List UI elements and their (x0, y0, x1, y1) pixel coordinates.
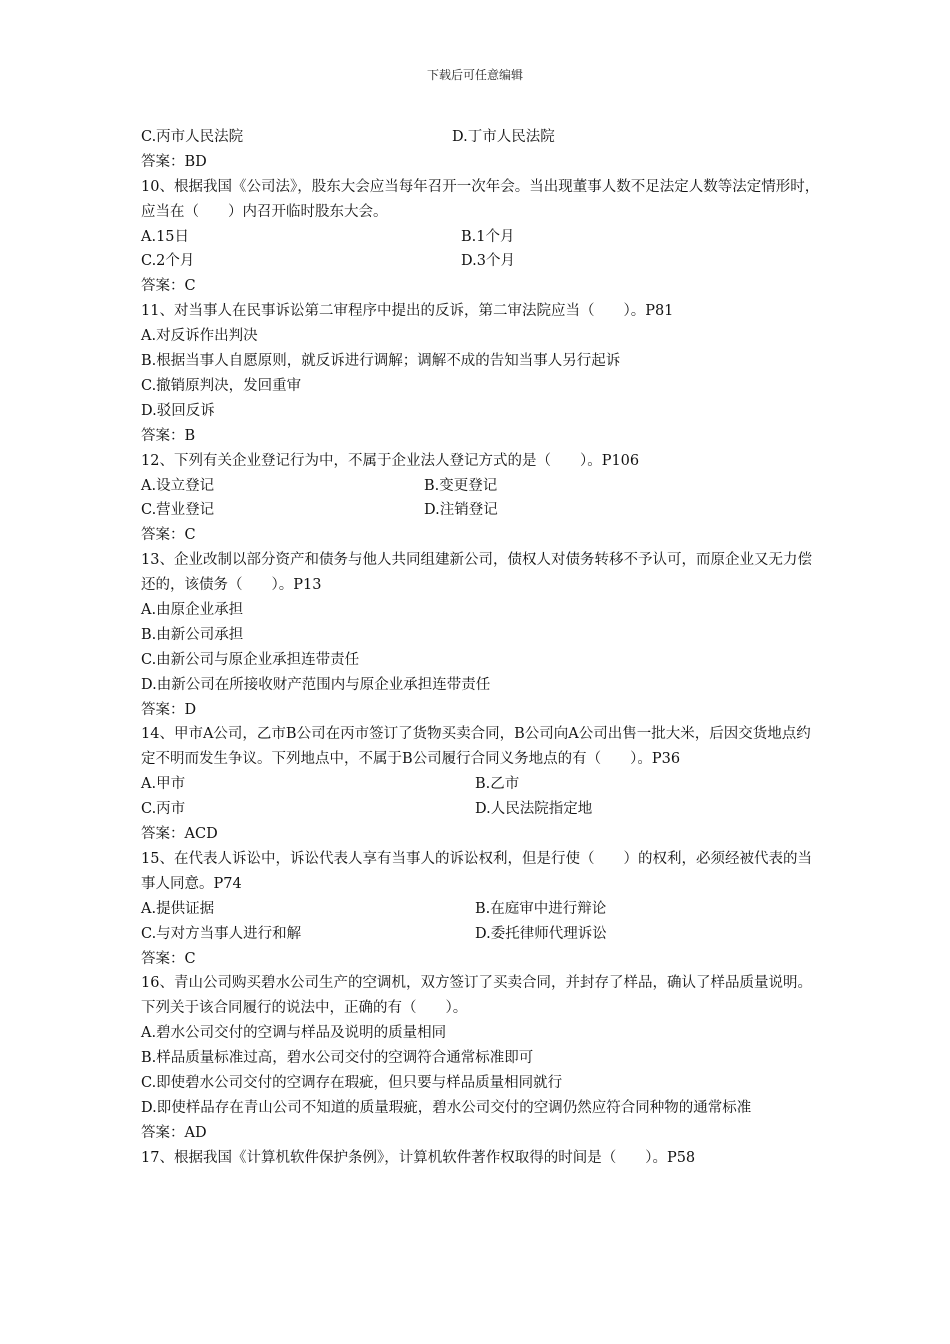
question-stem: 16、青山公司购买碧水公司生产的空调机，双方签订了买卖合同，并封存了样品，确认了样品质量说明。下列关于该合同履行的说法中，正确的有（ ）。 (141, 975, 812, 1017)
question-stem: 15、在代表人诉讼中，诉讼代表人享有当事人的诉讼权利，但是行使（ ）的权利，必须经被代表的当事人同意。P74 (141, 850, 812, 892)
answer: 答案：AD (141, 1124, 207, 1141)
option-a: A.设立登记 (141, 477, 215, 494)
option-b: B.变更登记 (424, 477, 498, 494)
option-c: C.撤销原判决，发回重审 (141, 377, 302, 394)
option-d: D.丁市人民法院 (452, 129, 555, 145)
option-c: C.由新公司与原企业承担连带责任 (141, 651, 360, 668)
answer: 答案：B (141, 427, 196, 444)
option-b: B.样品质量标准过高，碧水公司交付的空调符合通常标准即可 (141, 1050, 534, 1067)
option-d: D.人民法院指定地 (475, 801, 593, 818)
option-d: D.委托律师代理诉讼 (475, 925, 607, 942)
answer: 答案：BD (141, 153, 207, 170)
question-stem: 11、对当事人在民事诉讼第二审程序中提出的反诉，第二审法院应当（ ）。P81 (141, 303, 674, 320)
answer: 答案：C (141, 950, 196, 967)
option-a: A.对反诉作出判决 (141, 328, 258, 345)
option-row (141, 797, 821, 822)
option-row (141, 922, 821, 947)
option-b: B.根据当事人自愿原则，就反诉进行调解；调解不成的告知当事人另行起诉 (141, 353, 621, 370)
option-c: C.即使碧水公司交付的空调存在瑕疵，但只要与样品质量相同就行 (141, 1075, 563, 1091)
question-stem: 13、企业改制以部分资产和债务与他人共同组建新公司，债权人对债务转移不予认可，而原企业又无力偿还的，该债务（ ）。P13 (141, 552, 812, 594)
option-a: A.15日 (141, 228, 190, 245)
document-body (141, 125, 821, 1171)
option-row (141, 249, 821, 274)
option-d: D.由新公司在所接收财产范围内与原企业承担连带责任 (141, 676, 491, 693)
question-stem: 12、下列有关企业登记行为中，不属于企业法人登记方式的是（ ）。P106 (141, 452, 640, 469)
option-b: B.由新公司承担 (141, 626, 244, 643)
option-d: D.即使样品存在青山公司不知道的质量瑕疵，碧水公司交付的空调仍然应符合同种物的通常标准 (141, 1099, 752, 1116)
question-stem: 10、根据我国《公司法》，股东大会应当每年召开一次年会。当出现董事人数不足法定人数等法定情形时，应当在（ ）内召开临时股东大会。 (141, 178, 820, 220)
option-c: C.营业登记 (141, 502, 215, 519)
option-c: C.与对方当事人进行和解 (141, 925, 302, 942)
option-b: B.在庭审中进行辩论 (475, 900, 607, 917)
option-b: B.1个月 (461, 228, 515, 245)
option-row (141, 474, 821, 499)
option-a: A.提供证据 (141, 900, 215, 917)
answer: 答案：D (141, 701, 197, 718)
option-d: D.注销登记 (424, 502, 498, 519)
option-c: C.丙市人民法院 (141, 129, 244, 145)
option-a: A.碧水公司交付的空调与样品及说明的质量相同 (141, 1025, 447, 1042)
option-row (141, 225, 821, 250)
page-header: 下载后可任意编辑 (426, 68, 523, 82)
answer: 答案：ACD (141, 826, 218, 843)
option-c: C.丙市 (141, 801, 186, 818)
question-stem: 14、甲市A公司，乙市B公司在丙市签订了货物买卖合同，B公司向A公司出售一批大米，后因交货地点约定不明而发生争议。下列地点中，不属于B公司履行合同义务地点的有（ ）。P36 (141, 726, 811, 768)
answer: 答案：C (141, 527, 196, 544)
option-d: D.3个月 (461, 253, 515, 270)
option-row (141, 897, 821, 922)
option-a: A.甲市 (141, 776, 186, 793)
option-row (141, 125, 821, 150)
option-d: D.驳回反诉 (141, 402, 215, 419)
option-c: C.2个月 (141, 253, 195, 270)
option-row (141, 772, 821, 797)
option-a: A.由原企业承担 (141, 601, 244, 618)
answer: 答案：C (141, 278, 196, 295)
option-row (141, 498, 821, 523)
option-b: B.乙市 (475, 776, 520, 793)
question-stem: 17、根据我国《计算机软件保护条例》，计算机软件著作权取得的时间是（ ）。P58 (141, 1149, 696, 1166)
